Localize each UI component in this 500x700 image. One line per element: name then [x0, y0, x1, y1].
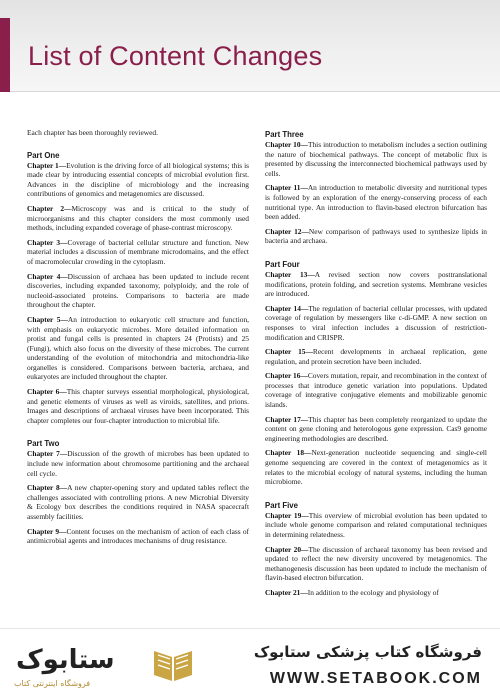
- chapter-dash: —: [300, 303, 309, 313]
- chapter-entry: [27, 161, 249, 199]
- chapter-text: Coverage of bacterial cellular structure and function. New material includes a discussion of membrane microdomains, and the effect of macromolecular crowding in the cytoplasm.: [27, 237, 249, 266]
- chapter-label: Chapter 14: [265, 303, 301, 313]
- chapter-dash: —: [301, 510, 309, 520]
- chapter-dash: —: [59, 449, 68, 459]
- chapter-text: Discussion of the growth of microbes has been updated to include new information about chromosome partitioning and the archaeal cell cycle.: [27, 449, 249, 478]
- chapter-entry: [27, 238, 249, 267]
- chapter-entry: [265, 588, 487, 598]
- chapter-entry: [265, 415, 487, 444]
- store-title: فروشگاه کتاب پزشکی ستابوک: [253, 643, 482, 661]
- chapter-dash: —: [60, 271, 68, 281]
- chapter-dash: —: [59, 483, 68, 493]
- chapter-label: Chapter 4: [27, 271, 61, 281]
- chapter-text: A revised section now covers posttranslational modifications, protein folding, and secretion systems. Membrane vesicles are introduced.: [265, 269, 487, 299]
- chapter-entry: [27, 483, 249, 521]
- intro-text: Each chapter has been thoroughly reviewed.: [27, 128, 158, 137]
- chapter-entry: [265, 371, 487, 409]
- chapter-text: An introduction to metabolic diversity and nutritional types is followed by an exploration of the energy-conserving process of each nutritional type. An introduction to flavin-based electron bifurcation has been added.: [265, 183, 487, 222]
- chapter-entry: [265, 347, 487, 366]
- chapter-label: Chapter 17: [265, 414, 301, 424]
- chapter-dash: —: [64, 203, 72, 213]
- page-title: List of Content Changes: [28, 41, 323, 71]
- chapter-entry: [27, 204, 249, 233]
- part-heading: Part Five: [265, 500, 298, 510]
- content-area: [27, 126, 487, 626]
- chapter-label: Chapter 7: [27, 449, 60, 459]
- chapter-text: Evolution is the driving force of all biological systems; this is made clear by introducing essential concepts of microbial evolution first. Advances in the discipline of microbiology and the increasing contributions of genomics and metagenomics are discussed.: [27, 160, 250, 199]
- chapter-dash: —: [300, 371, 308, 381]
- store-url-link[interactable]: WWW.SETABOOK.COM: [269, 670, 482, 687]
- chapter-entry: [27, 387, 249, 425]
- chapter-text: Next-generation nucleotide sequencing and single-cell genome sequencing are covered in the context of metagenomics as it relates to the microbial ecology of natural systems, including the human microbiome.: [265, 448, 487, 487]
- header-accent-bar: [0, 18, 10, 92]
- chapter-dash: —: [301, 544, 309, 554]
- chapter-text: Microscopy was and is critical to the study of microorganisms and this chapter considers the most commonly used methods, including expanded coverage of phase-contrast microscopy.: [27, 203, 250, 233]
- chapter-label: Chapter 21: [265, 587, 301, 597]
- chapter-entry: [265, 140, 487, 178]
- chapter-label: Chapter 16: [265, 371, 301, 381]
- chapter-entry: [27, 527, 249, 546]
- chapter-dash: —: [307, 269, 315, 279]
- chapter-entry: [265, 448, 487, 486]
- chapter-dash: —: [60, 314, 68, 324]
- chapter-dash: —: [301, 226, 309, 236]
- chapter-text: This overview of microbial evolution has been updated to include whole genome comparison and related computational techniques in determining relatedness.: [265, 510, 487, 539]
- chapter-label: Chapter 8: [27, 483, 60, 493]
- part-heading: Part One: [27, 150, 60, 160]
- chapter-label: Chapter 20: [265, 544, 302, 554]
- chapter-entry: [265, 227, 487, 246]
- chapter-dash: —: [305, 347, 313, 357]
- right-column: [265, 126, 487, 626]
- chapter-dash: —: [58, 160, 67, 170]
- chapter-dash: —: [300, 587, 308, 597]
- chapter-label: Chapter 5: [27, 314, 61, 324]
- chapter-entry: [265, 545, 487, 583]
- chapter-label: Chapter 11: [265, 183, 301, 193]
- page-header: [0, 0, 500, 92]
- brand-logo: ستابوک: [16, 645, 115, 675]
- part-heading: Part Three: [265, 130, 304, 139]
- chapter-dash: —: [59, 387, 67, 397]
- chapter-dash: —: [300, 414, 309, 424]
- chapter-entry: [27, 315, 249, 382]
- part-heading: Part Four: [265, 259, 300, 269]
- chapter-label: Chapter 3: [27, 237, 61, 247]
- chapter-label: Chapter 2: [27, 203, 65, 213]
- chapter-dash: —: [304, 448, 312, 458]
- part-heading: Part Two: [27, 439, 60, 449]
- chapter-entry: [265, 183, 487, 221]
- chapter-entry: [265, 511, 487, 540]
- chapter-text: This chapter has been completely reorganized to update the content on gene cloning and heterologous gene expression. Cas9 genome engineering methodologies are described.: [265, 414, 487, 443]
- chapter-text: Discussion of archaea has been updated to include recent discoveries, including expanded taxonomy, polyploidy, and the role of nucleoid-associated proteins. Comparisons to bacteria are made throughout the chapter.: [27, 271, 250, 310]
- chapter-entry: [27, 449, 249, 478]
- chapter-label: Chapter 9: [27, 526, 60, 536]
- chapter-label: Chapter 6: [27, 387, 60, 397]
- chapter-text: This introduction to metabolism includes a section outlining the nature of biochemical pathways. The concept of metabolic flux is presented by discussing the interconnected biochemical pathways used by cells.: [265, 140, 487, 178]
- chapter-label: Chapter 12: [265, 226, 302, 236]
- chapter-entry: [265, 270, 487, 299]
- chapter-text: New comparison of pathways used to synthesize lipids in bacteria and archaea.: [265, 226, 487, 246]
- chapter-text: In addition to the ecology and physiology of: [307, 587, 439, 597]
- chapter-dash: —: [59, 526, 67, 536]
- left-column: [27, 126, 249, 626]
- chapter-label: Chapter 13: [265, 269, 308, 279]
- chapter-label: Chapter 15: [265, 347, 306, 357]
- chapter-dash: —: [60, 237, 68, 247]
- chapter-label: Chapter 18: [265, 448, 305, 458]
- chapter-label: Chapter 10: [265, 140, 301, 149]
- chapter-dash: —: [300, 183, 308, 193]
- book-icon: [150, 641, 196, 687]
- chapter-dash: —: [300, 140, 308, 149]
- chapter-text: The regulation of bacterial cellular processes, with updated coverage of regulation by messengers like c-di-GMP. A new section on responses to viral infection includes a discussion of restriction-modification and CRISPR.: [265, 303, 487, 342]
- chapter-label: Chapter 19: [265, 510, 302, 520]
- chapter-text: Content focuses on the mechanism of action of each class of antimicrobial agents and introduces mechanisms of drug resistance.: [27, 526, 249, 546]
- chapter-entry: [27, 272, 249, 310]
- brand-tagline: فروشگاه اینترنتی کتاب: [14, 679, 91, 688]
- chapter-text: Covers mutation, repair, and recombination in the context of processes that introduce genetic variation into populations. Updated coverage of integrative conjugative elements and mobilizable genomic islands.: [265, 371, 487, 410]
- chapter-text: This chapter surveys essential morphological, physiological, and genetic elements of viruses as well as viroids, satellites, and prions. Images and descriptions of archaeal viruses have been incorporated. This chapter completes our four-chapter introduction to microbial life.: [27, 387, 249, 425]
- chapter-label: Chapter 1: [27, 160, 59, 170]
- chapter-text: The discussion of archaeal taxonomy has been revised and updated to reflect the new diversity uncovered by metagenomics. The methanogenesis discussion has been updated to include the mechanism of flavin-based electron bifurcation.: [265, 544, 487, 583]
- chapter-text: A new chapter-opening story and updated tables reflect the challenges associated with controlling prions. A new Microbial Diversity & Ecology box describes the conditions required in NASA spacecraft assembly facilities.: [27, 483, 249, 521]
- chapter-text: Recent developments in archaeal replication, gene regulation, and protein secretion have been included.: [265, 347, 487, 366]
- chapter-entry: [265, 304, 487, 342]
- chapter-text: An introduction to eukaryotic cell structure and function, with emphasis on eukaryotic microbes. More detailed information on protist and fungal cells is presented in chapters 24 (Protists) and 25 (Fungi), which also focus on the diversity of these microbes. The current understanding of the evolution of mitochondria and mitochondria-like organelles is considered. Comparisons between bacteria, archaea, and eukaryotes are included throughout the chapter.: [27, 314, 249, 382]
- footer-banner: [0, 628, 500, 700]
